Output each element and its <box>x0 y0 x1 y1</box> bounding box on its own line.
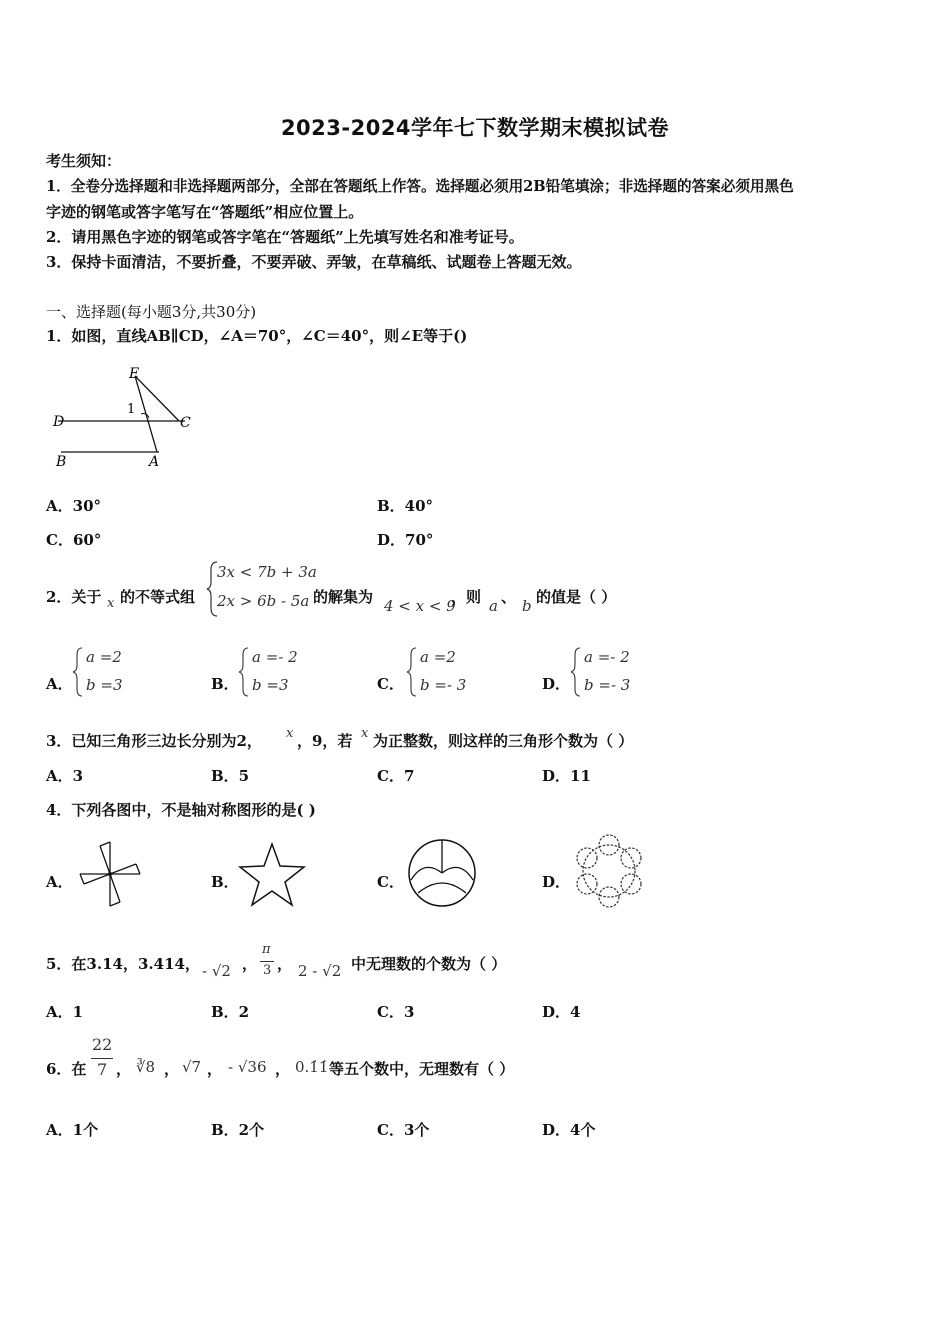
q2-inequality-2: 2x > 6b - 5a <box>217 592 310 610</box>
q2-text-2: 的不等式组 <box>120 588 196 606</box>
q5-comma-2: ， <box>277 955 293 973</box>
q1-option-c[interactable]: C．60° <box>46 531 102 549</box>
q3-text-1: 3．已知三角形三边长分别为2， <box>46 732 262 750</box>
notice-line-3: 3．保持卡面清洁，不要折叠，不要弄破、弄皱，在草稿纸、试题卷上答题无效。 <box>46 253 582 271</box>
q2-option-b-line-1: a =- 2 <box>252 648 298 666</box>
q2-option-b-line-2: b =3 <box>252 676 289 694</box>
q2-option-b-label[interactable]: B． <box>211 675 239 693</box>
q5-neg-sqrt-2: - √2 <box>202 962 231 980</box>
q6-repeating-decimal: 0.1̇1̇ <box>295 1058 329 1076</box>
q1-label-e: E <box>129 366 140 382</box>
q6-cube-root-8: ∛8 <box>136 1058 156 1076</box>
q3-option-b[interactable]: B．5 <box>211 767 250 785</box>
q2-text-1: 2．关于 <box>46 588 102 606</box>
q2-option-a-line-1: a =2 <box>86 648 122 666</box>
notice-line-1b: 字迹的钢笔或答字笔写在“答题纸”相应位置上。 <box>46 203 364 221</box>
q5-frac-numerator: π <box>262 942 271 957</box>
q6-option-a[interactable]: A．1个 <box>46 1121 99 1139</box>
q5-option-d[interactable]: D．4 <box>542 1003 581 1021</box>
q1-figure <box>45 362 205 474</box>
q6-comma-4: ， <box>275 1060 291 1078</box>
q5-text-2: 中无理数的个数为（ ） <box>351 955 507 973</box>
q5-comma-1: ， <box>242 955 258 973</box>
q4-option-a-pinwheel-figure <box>76 838 146 910</box>
q5-frac-bar <box>260 961 274 962</box>
q6-neg-sqrt-36: - √36 <box>228 1058 267 1076</box>
q2-separator: 、 <box>501 588 517 606</box>
q6-comma-1: ， <box>116 1060 132 1078</box>
q3-option-a[interactable]: A．3 <box>46 767 84 785</box>
q2-var-a: a <box>489 597 498 615</box>
q1-option-b[interactable]: B．40° <box>377 497 434 515</box>
q5-two-minus-sqrt-2: 2 - √2 <box>298 962 342 980</box>
notice-heading: 考生须知： <box>46 152 122 170</box>
q1-option-d[interactable]: D．70° <box>377 531 434 549</box>
q2-option-d-brace <box>570 646 582 698</box>
q4-option-d-flower-figure <box>571 833 647 909</box>
q3-text-3: 为正整数，则这样的三角形个数为（ ） <box>373 732 634 750</box>
q1-label-c: C <box>180 415 191 431</box>
q1-label-a: A <box>149 454 160 470</box>
q1-label-angle-1: 1 <box>127 402 136 417</box>
q1-stem: 1．如图，直线AB∥CD，∠A＝70°，∠C＝40°，则∠E等于() <box>46 327 468 345</box>
q3-var-x-2: x <box>361 726 369 741</box>
q6-frac-bar <box>91 1058 113 1059</box>
q2-option-c-brace <box>406 646 418 698</box>
q2-option-d-line-1: a =- 2 <box>584 648 630 666</box>
page-title: 2023-2024学年七下数学期末模拟试卷 <box>280 116 670 140</box>
q6-option-b[interactable]: B．2个 <box>211 1121 265 1139</box>
q6-text-1: 6．在 <box>46 1060 87 1078</box>
q2-solution-set: 4 < x < 9 <box>384 597 456 615</box>
q4-option-a-label[interactable]: A． <box>46 873 73 891</box>
q2-var-x: x <box>107 596 115 611</box>
q5-text-1: 5．在3.14，3.414， <box>46 955 200 973</box>
q5-option-c[interactable]: C．3 <box>377 1003 415 1021</box>
q6-comma-2: ， <box>164 1060 180 1078</box>
q3-var-x: x <box>286 726 294 741</box>
q2-option-a-brace <box>72 646 84 698</box>
q6-option-d[interactable]: D．4个 <box>542 1121 596 1139</box>
q4-stem: 4．下列各图中，不是轴对称图形的是( ) <box>46 801 316 819</box>
q6-frac-numerator: 22 <box>92 1035 113 1054</box>
q2-option-d-label[interactable]: D． <box>542 675 571 693</box>
q2-var-b: b <box>522 597 532 615</box>
q6-text-2: 等五个数中，无理数有（ ） <box>329 1060 515 1078</box>
q2-option-a-line-2: b =3 <box>86 676 123 694</box>
q3-option-c[interactable]: C．7 <box>377 767 415 785</box>
q3-text-2: ，9，若 <box>297 732 353 750</box>
q4-option-b-label[interactable]: B． <box>211 873 239 891</box>
q6-frac-denominator: 7 <box>97 1060 108 1079</box>
q2-option-d-line-2: b =- 3 <box>584 676 631 694</box>
q1-label-d: D <box>53 414 65 430</box>
notice-line-1: 1．全卷分选择题和非选择题两部分，全部在答题纸上作答。选择题必须用2B铅笔填涂；非选择题的答案必须用黑色 <box>46 178 794 195</box>
q2-text-3: 的解集为 <box>313 588 374 606</box>
q2-option-c-line-1: a =2 <box>420 648 456 666</box>
q6-comma-3: ， <box>207 1060 223 1078</box>
q2-inequality-1: 3x < 7b + 3a <box>217 563 317 581</box>
q4-option-b-star-figure <box>237 842 307 908</box>
q6-option-c[interactable]: C．3个 <box>377 1121 430 1139</box>
q5-frac-denominator: 3 <box>263 963 272 978</box>
q4-option-c-label[interactable]: C． <box>377 873 404 891</box>
q2-option-c-label[interactable]: C． <box>377 675 404 693</box>
q4-option-c-circle-figure <box>404 835 480 911</box>
q5-option-a[interactable]: A．1 <box>46 1003 84 1021</box>
q2-option-a-label[interactable]: A． <box>46 675 73 693</box>
q4-option-d-label[interactable]: D． <box>542 873 571 891</box>
section-heading: 一、选择题(每小题3分,共30分) <box>46 303 257 321</box>
q1-label-b: B <box>56 454 67 470</box>
q5-option-b[interactable]: B．2 <box>211 1003 250 1021</box>
q6-sqrt-7: √7 <box>182 1058 202 1076</box>
q2-option-c-line-2: b =- 3 <box>420 676 467 694</box>
q1-option-a[interactable]: A．30° <box>46 497 102 515</box>
q2-option-b-brace <box>238 646 250 698</box>
notice-line-2: 2．请用黑色字迹的钢笔或答字笔在“答题纸”上先填写姓名和准考证号。 <box>46 228 524 246</box>
q2-text-4: ，则 <box>451 588 482 606</box>
q2-text-5: 的值是（ ） <box>536 588 617 606</box>
q3-option-d[interactable]: D．11 <box>542 767 591 785</box>
